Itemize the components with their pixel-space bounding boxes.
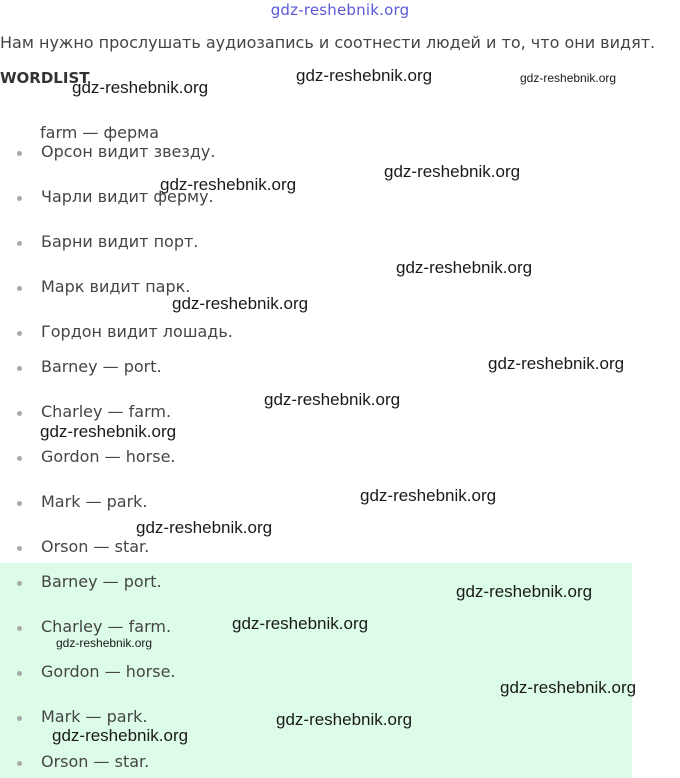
watermark: gdz-reshebnik.org (360, 486, 497, 505)
watermark: gdz-reshebnik.org (396, 258, 533, 277)
list-item (0, 231, 600, 255)
list-item-text: Charley — farm. (41, 402, 172, 421)
watermark: gdz-reshebnik.org (488, 354, 625, 373)
bullet-icon (17, 761, 22, 766)
list-item-text: Mark — park. (41, 492, 148, 511)
list-item-text: Гордон видит лошадь. (41, 322, 233, 341)
list-item-text: Барни видит порт. (41, 232, 199, 251)
watermark: gdz-reshebnik.org (136, 518, 273, 537)
list-item-text: Орсон видит звезду. (41, 142, 216, 161)
answer-item (0, 751, 600, 775)
bullet-icon (17, 411, 22, 416)
bullet-icon (17, 331, 22, 336)
list-item-text: Чарли видит ферму. (41, 187, 214, 206)
list-item (0, 536, 600, 560)
bullet-icon (17, 151, 22, 156)
bullet-icon (17, 456, 22, 461)
bullet-icon (17, 366, 22, 371)
watermark: gdz-reshebnik.org (40, 422, 177, 441)
list-item-text: Orson — star. (41, 537, 150, 556)
watermark: gdz-reshebnik.org (56, 636, 153, 650)
list-item (0, 446, 600, 470)
answer-item-text: Orson — star. (41, 752, 150, 771)
answer-item-text: Barney — port. (41, 572, 162, 591)
watermark: gdz-reshebnik.org (264, 390, 401, 409)
watermark: gdz-reshebnik.org (276, 710, 413, 729)
watermark: gdz-reshebnik.org (172, 294, 309, 313)
bullet-icon (17, 286, 22, 291)
task-instruction: Нам нужно прослушать аудиозапись и соотнести людей и то, что они видят. (0, 33, 656, 52)
wordlist-title: WORDLIST (0, 69, 90, 87)
watermark: gdz-reshebnik.org (384, 162, 521, 181)
bullet-icon (17, 196, 22, 201)
list-item (0, 186, 600, 210)
bullet-icon (17, 626, 22, 631)
watermark: gdz-reshebnik.org (232, 614, 369, 633)
watermark: gdz-reshebnik.org (296, 66, 433, 85)
watermark: gdz-reshebnik.org (160, 175, 297, 194)
bullet-icon (17, 241, 22, 246)
answer-item-text: Charley — farm. (41, 617, 172, 636)
watermark: gdz-reshebnik.org (456, 582, 593, 601)
bullet-icon (17, 716, 22, 721)
watermark: gdz-reshebnik.org (52, 726, 189, 745)
answer-item-text: Mark — park. (41, 707, 148, 726)
watermark: gdz-reshebnik.org (520, 71, 617, 85)
watermark: gdz-reshebnik.org (500, 678, 637, 697)
bullet-icon (17, 581, 22, 586)
answer-item-text: Gordon — horse. (41, 662, 176, 681)
list-item-text: Gordon — horse. (41, 447, 176, 466)
list-item (0, 491, 600, 515)
bullet-icon (17, 546, 22, 551)
watermark: gdz-reshebnik.org (72, 78, 209, 97)
site-header-link[interactable]: gdz-reshebnik.org (270, 1, 410, 19)
list-item (0, 321, 600, 345)
bullet-icon (17, 671, 22, 676)
list-item-text: Марк видит парк. (41, 277, 191, 296)
wordlist-partial-entry: farm — ферма (40, 123, 160, 142)
list-item-text: Barney — port. (41, 357, 162, 376)
bullet-icon (17, 501, 22, 506)
